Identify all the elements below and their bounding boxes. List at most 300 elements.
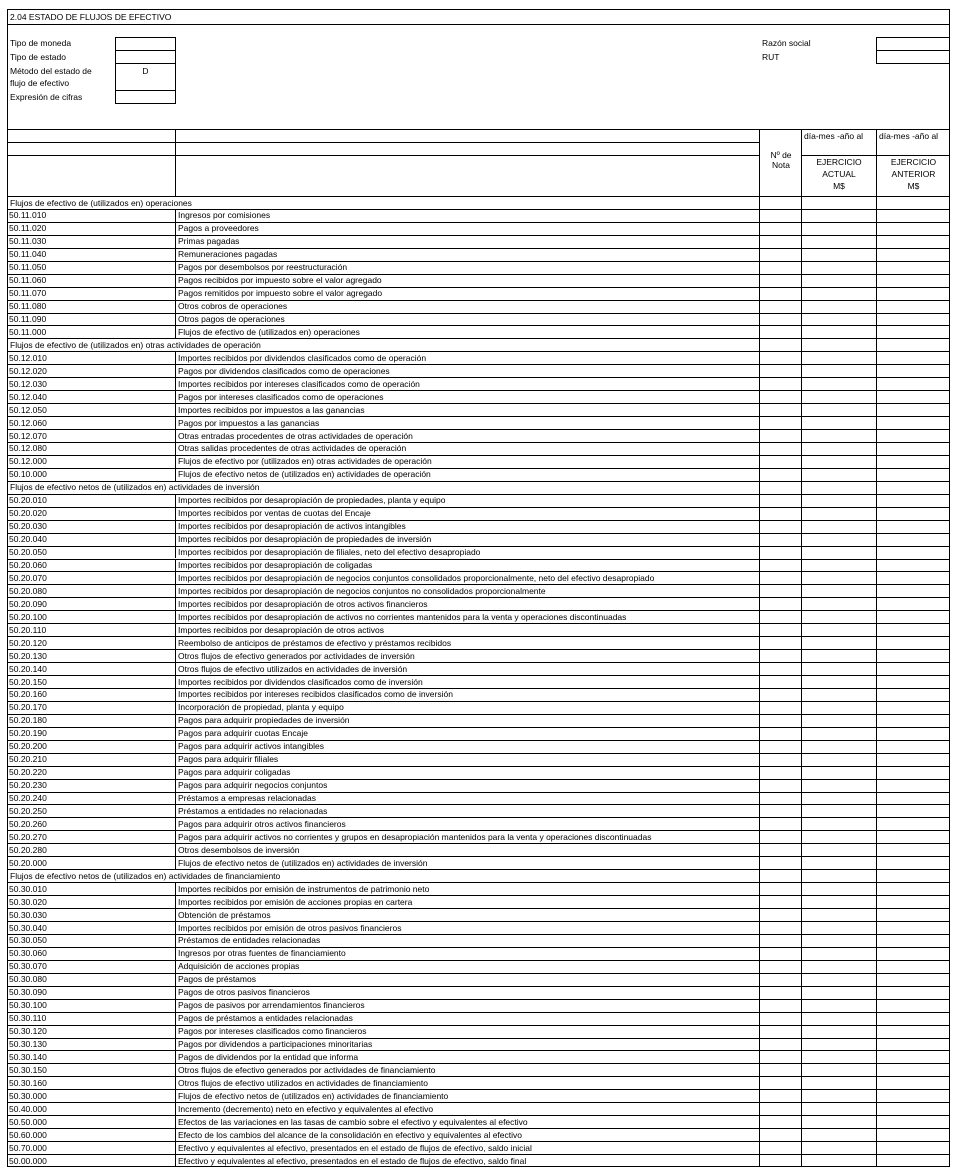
value-anterior[interactable] (877, 856, 950, 869)
value-actual[interactable] (802, 222, 876, 235)
value-anterior[interactable] (877, 740, 950, 753)
value-anterior[interactable] (877, 792, 950, 805)
value-actual[interactable] (802, 817, 876, 830)
value-actual[interactable] (802, 895, 876, 908)
value-actual[interactable] (802, 325, 876, 338)
nota-cell[interactable] (760, 1115, 801, 1128)
value-anterior[interactable] (877, 520, 950, 533)
value-anterior[interactable] (877, 1038, 950, 1051)
row-code: 50.20.270 (9, 831, 47, 842)
value-actual[interactable] (802, 403, 876, 416)
value-actual[interactable] (802, 507, 876, 520)
row-code: 50.70.000 (9, 1142, 47, 1153)
value-actual[interactable] (802, 623, 876, 636)
value-actual[interactable] (802, 1050, 876, 1063)
value-actual[interactable] (802, 597, 876, 610)
value-actual[interactable] (802, 934, 876, 947)
row-description: Importes recibidos por desapropiación de filiales, neto del efectivo desapropiado (178, 547, 481, 558)
row-description: Remuneraciones pagadas (178, 249, 278, 260)
value-anterior[interactable] (877, 973, 950, 986)
row-code: 50.50.000 (9, 1116, 47, 1127)
tipo-moneda-label: Tipo de moneda (10, 38, 72, 48)
row-separator (175, 649, 176, 662)
row-description: Pagos de otros pasivos financieros (178, 987, 310, 998)
row-code: 50.20.240 (9, 793, 47, 804)
value-anterior[interactable] (877, 416, 950, 429)
nota-cell[interactable] (760, 856, 801, 869)
nota-cell[interactable] (760, 792, 801, 805)
value-actual[interactable] (802, 274, 876, 287)
value-actual[interactable] (802, 1038, 876, 1051)
value-anterior[interactable] (877, 766, 950, 779)
row-code: 50.20.080 (9, 585, 47, 596)
anterior-header-1: EJERCICIO (890, 157, 937, 167)
nota-cell[interactable] (760, 908, 801, 921)
nota-cell[interactable] (760, 1012, 801, 1025)
nota-cell[interactable] (760, 261, 801, 274)
row-code: 50.20.070 (9, 572, 47, 583)
row-separator (175, 1128, 176, 1141)
nota-cell[interactable] (760, 675, 801, 688)
row-description: Importes recibidos por emisión de instrumentos de patrimonio neto (178, 883, 430, 894)
value-actual[interactable] (802, 999, 876, 1012)
value-anterior[interactable] (877, 222, 950, 235)
row-code: 50.30.050 (9, 935, 47, 946)
row-separator (175, 442, 176, 455)
value-anterior[interactable] (877, 662, 950, 675)
nota-cell[interactable] (760, 313, 801, 326)
value-actual[interactable] (802, 571, 876, 584)
value-actual[interactable] (802, 442, 876, 455)
nota-cell[interactable] (760, 895, 801, 908)
value-actual[interactable] (802, 740, 876, 753)
nota-cell[interactable] (760, 766, 801, 779)
row-code: 50.20.020 (9, 508, 47, 519)
row-separator (175, 856, 176, 869)
nota-cell[interactable] (760, 442, 801, 455)
value-actual[interactable] (802, 1102, 876, 1115)
value-anterior[interactable] (877, 999, 950, 1012)
value-actual[interactable] (802, 753, 876, 766)
nota-cell[interactable] (760, 1102, 801, 1115)
value-anterior[interactable] (877, 274, 950, 287)
row-code: 50.12.010 (9, 352, 47, 363)
nota-cell[interactable] (760, 584, 801, 597)
row-description: Pagos para adquirir filiales (178, 754, 279, 765)
nota-cell[interactable] (760, 701, 801, 714)
value-anterior[interactable] (877, 442, 950, 455)
nota-cell[interactable] (760, 377, 801, 390)
row-description: Pagos para adquirir propiedades de inversión (178, 715, 350, 726)
nota-cell[interactable] (760, 1154, 801, 1167)
value-actual[interactable] (802, 416, 876, 429)
row-separator (175, 248, 176, 261)
row-code: 50.20.220 (9, 767, 47, 778)
value-actual[interactable] (802, 455, 876, 468)
row-code: 50.30.080 (9, 974, 47, 985)
value-anterior[interactable] (877, 1089, 950, 1102)
value-anterior[interactable] (877, 597, 950, 610)
value-anterior[interactable] (877, 623, 950, 636)
nota-cell[interactable] (760, 546, 801, 559)
nota-cell[interactable] (760, 300, 801, 313)
row-separator (175, 636, 176, 649)
row-code: 50.20.150 (9, 676, 47, 687)
value-actual[interactable] (802, 559, 876, 572)
nota-cell[interactable] (760, 649, 801, 662)
value-anterior[interactable] (877, 390, 950, 403)
nota-cell[interactable] (760, 688, 801, 701)
value-actual[interactable] (802, 649, 876, 662)
row-description: Pagos de pasivos por arrendamientos financieros (178, 1000, 365, 1011)
nota-cell[interactable] (760, 804, 801, 817)
value-actual[interactable] (802, 843, 876, 856)
value-actual[interactable] (802, 1025, 876, 1038)
nota-cell[interactable] (760, 494, 801, 507)
nota-cell[interactable] (760, 468, 801, 481)
value-actual[interactable] (802, 947, 876, 960)
value-anterior[interactable] (877, 494, 950, 507)
value-anterior[interactable] (877, 235, 950, 248)
value-actual[interactable] (802, 714, 876, 727)
value-anterior[interactable] (877, 960, 950, 973)
value-actual[interactable] (802, 287, 876, 300)
nota-cell[interactable] (760, 364, 801, 377)
nota-cell[interactable] (760, 507, 801, 520)
value-anterior[interactable] (877, 636, 950, 649)
nota-cell[interactable] (760, 740, 801, 753)
value-actual[interactable] (802, 636, 876, 649)
nota-cell[interactable] (760, 571, 801, 584)
row-description: Pagos por impuestos a las ganancias (178, 417, 320, 428)
value-actual[interactable] (802, 1063, 876, 1076)
value-anterior[interactable] (877, 727, 950, 740)
expresion-field[interactable] (115, 90, 176, 104)
row-separator (175, 597, 176, 610)
row-description: Adquisición de acciones propias (178, 961, 300, 972)
row-description: Obtención de préstamos (178, 909, 271, 920)
value-anterior[interactable] (877, 1141, 950, 1154)
nota-cell[interactable] (760, 403, 801, 416)
value-actual[interactable] (802, 209, 876, 222)
value-anterior[interactable] (877, 403, 950, 416)
value-anterior[interactable] (877, 1115, 950, 1128)
row-description: Pagos para adquirir negocios conjuntos (178, 780, 328, 791)
value-actual[interactable] (802, 261, 876, 274)
row-description: Importes recibidos por desapropiación de negocios conjuntos no consolidados proporcionalmente (178, 585, 546, 596)
row-description: Flujos de efectivo netos de (utilizados en) actividades de financiamiento (178, 1090, 449, 1101)
value-anterior[interactable] (877, 248, 950, 261)
row-description: Importes recibidos por emisión de acciones propias en cartera (178, 896, 413, 907)
value-anterior[interactable] (877, 610, 950, 623)
row-separator (175, 1025, 176, 1038)
row-separator (175, 287, 176, 300)
value-anterior[interactable] (877, 921, 950, 934)
nota-cell[interactable] (760, 934, 801, 947)
value-actual[interactable] (802, 364, 876, 377)
nota-cell[interactable] (760, 1076, 801, 1089)
value-actual[interactable] (802, 468, 876, 481)
row-description: Ingresos por comisiones (178, 210, 271, 221)
value-actual[interactable] (802, 986, 876, 999)
value-anterior[interactable] (877, 313, 950, 326)
row-code: 50.30.130 (9, 1039, 47, 1050)
row-separator (175, 1012, 176, 1025)
value-anterior[interactable] (877, 817, 950, 830)
value-actual[interactable] (802, 856, 876, 869)
row-description: Importes recibidos por dividendos clasificados como de inversión (178, 676, 423, 687)
value-anterior[interactable] (877, 1012, 950, 1025)
nota-cell[interactable] (760, 1063, 801, 1076)
nota-cell[interactable] (760, 973, 801, 986)
value-actual[interactable] (802, 1012, 876, 1025)
nota-cell[interactable] (760, 843, 801, 856)
nota-cell[interactable] (760, 222, 801, 235)
value-actual[interactable] (802, 675, 876, 688)
nota-cell[interactable] (760, 882, 801, 895)
row-code: 50.11.040 (9, 249, 47, 260)
nota-cell[interactable] (760, 610, 801, 623)
row-code: 50.00.000 (9, 1155, 47, 1166)
nota-cell[interactable] (760, 351, 801, 364)
row-code: 50.11.020 (9, 223, 47, 234)
value-actual[interactable] (802, 1141, 876, 1154)
value-actual[interactable] (802, 960, 876, 973)
nota-cell[interactable] (760, 714, 801, 727)
value-actual[interactable] (802, 830, 876, 843)
nota-cell[interactable] (760, 520, 801, 533)
value-actual[interactable] (802, 235, 876, 248)
value-actual[interactable] (802, 248, 876, 261)
value-anterior[interactable] (877, 986, 950, 999)
value-anterior[interactable] (877, 882, 950, 895)
row-description: Otros pagos de operaciones (178, 314, 285, 325)
row-separator (175, 364, 176, 377)
value-anterior[interactable] (877, 843, 950, 856)
value-anterior[interactable] (877, 287, 950, 300)
nota-cell[interactable] (760, 559, 801, 572)
value-anterior[interactable] (877, 507, 950, 520)
value-actual[interactable] (802, 727, 876, 740)
nota-cell[interactable] (760, 1050, 801, 1063)
value-anterior[interactable] (877, 804, 950, 817)
value-anterior[interactable] (877, 1154, 950, 1167)
value-anterior[interactable] (877, 1102, 950, 1115)
value-anterior[interactable] (877, 455, 950, 468)
row-code: 50.20.160 (9, 689, 47, 700)
value-actual[interactable] (802, 1115, 876, 1128)
value-anterior[interactable] (877, 649, 950, 662)
row-separator (175, 429, 176, 442)
tipo-moneda-field[interactable] (115, 37, 176, 51)
value-anterior[interactable] (877, 908, 950, 921)
value-anterior[interactable] (877, 830, 950, 843)
razon-social-field[interactable] (876, 37, 950, 51)
row-separator (175, 675, 176, 688)
row-separator (175, 753, 176, 766)
nota-cell[interactable] (760, 999, 801, 1012)
row-description: Importes recibidos por desapropiación de activos no corrientes mantenidos para la venta y operaciones discontinuadas (178, 611, 627, 622)
row-description: Importes recibidos por desapropiación de activos intangibles (178, 521, 406, 532)
value-anterior[interactable] (877, 1025, 950, 1038)
col-line-desc (175, 129, 176, 196)
value-actual[interactable] (802, 1076, 876, 1089)
value-actual[interactable] (802, 429, 876, 442)
value-actual[interactable] (802, 1089, 876, 1102)
value-anterior[interactable] (877, 753, 950, 766)
nota-cell[interactable] (760, 325, 801, 338)
nota-cell[interactable] (760, 235, 801, 248)
nota-cell[interactable] (760, 727, 801, 740)
row-description: Importes recibidos por desapropiación de propiedades de inversión (178, 534, 432, 545)
value-actual[interactable] (802, 662, 876, 675)
row-separator (175, 300, 176, 313)
value-anterior[interactable] (877, 571, 950, 584)
row-code: 50.20.140 (9, 663, 47, 674)
value-actual[interactable] (802, 520, 876, 533)
nota-cell[interactable] (760, 779, 801, 792)
value-anterior[interactable] (877, 584, 950, 597)
row-description: Efectivo y equivalentes al efectivo, presentados en el estado de flujos de efectivo, saldo final (178, 1155, 527, 1166)
nota-cell[interactable] (760, 209, 801, 222)
nota-cell[interactable] (760, 597, 801, 610)
value-anterior[interactable] (877, 688, 950, 701)
value-actual[interactable] (802, 584, 876, 597)
nota-cell[interactable] (760, 662, 801, 675)
row-code: 50.20.090 (9, 598, 47, 609)
value-anterior[interactable] (877, 377, 950, 390)
row-code: 50.20.110 (9, 624, 47, 635)
value-anterior[interactable] (877, 1076, 950, 1089)
value-actual[interactable] (802, 494, 876, 507)
row-separator (175, 934, 176, 947)
value-actual[interactable] (802, 610, 876, 623)
value-actual[interactable] (802, 1128, 876, 1141)
nota-cell[interactable] (760, 947, 801, 960)
row-code: 50.30.000 (9, 1090, 47, 1101)
tipo-estado-field[interactable] (115, 50, 176, 64)
value-actual[interactable] (802, 688, 876, 701)
section-header: Flujos de efectivo de (utilizados en) otras actividades de operación (10, 339, 261, 350)
row-code: 50.30.090 (9, 987, 47, 998)
nota-cell[interactable] (760, 636, 801, 649)
value-anterior[interactable] (877, 675, 950, 688)
row-description: Préstamos a empresas relacionadas (178, 793, 316, 804)
nota-cell[interactable] (760, 533, 801, 546)
value-anterior[interactable] (877, 779, 950, 792)
row-separator (175, 261, 176, 274)
nota-cell[interactable] (760, 960, 801, 973)
nota-cell[interactable] (760, 455, 801, 468)
rut-field[interactable] (876, 50, 950, 64)
row-separator (175, 1102, 176, 1115)
value-actual[interactable] (802, 351, 876, 364)
nota-cell[interactable] (760, 287, 801, 300)
value-anterior[interactable] (877, 351, 950, 364)
value-anterior[interactable] (877, 546, 950, 559)
value-actual[interactable] (802, 546, 876, 559)
value-actual[interactable] (802, 882, 876, 895)
value-actual[interactable] (802, 921, 876, 934)
row-code: 50.11.000 (9, 326, 47, 337)
actual-header-2: ACTUAL (822, 169, 856, 179)
value-anterior[interactable] (877, 209, 950, 222)
value-actual[interactable] (802, 701, 876, 714)
value-actual[interactable] (802, 973, 876, 986)
value-actual[interactable] (802, 1154, 876, 1167)
row-code: 50.12.080 (9, 443, 47, 454)
value-anterior[interactable] (877, 468, 950, 481)
nota-cell[interactable] (760, 753, 801, 766)
value-anterior[interactable] (877, 364, 950, 377)
value-anterior[interactable] (877, 559, 950, 572)
row-code: 50.20.230 (9, 780, 47, 791)
nota-cell[interactable] (760, 986, 801, 999)
row-code: 50.20.060 (9, 560, 47, 570)
nota-cell[interactable] (760, 1089, 801, 1102)
value-actual[interactable] (802, 533, 876, 546)
value-actual[interactable] (802, 390, 876, 403)
value-anterior[interactable] (877, 947, 950, 960)
value-actual[interactable] (802, 792, 876, 805)
row-description: Pagos recibidos por impuesto sobre el valor agregado (178, 275, 382, 286)
value-anterior[interactable] (877, 895, 950, 908)
row-code: 50.20.250 (9, 805, 47, 816)
value-anterior[interactable] (877, 701, 950, 714)
value-anterior[interactable] (877, 1063, 950, 1076)
value-actual[interactable] (802, 779, 876, 792)
metodo-field[interactable]: D (115, 63, 176, 91)
row-separator (175, 403, 176, 416)
value-anterior[interactable] (877, 325, 950, 338)
value-anterior[interactable] (877, 714, 950, 727)
value-actual[interactable] (802, 908, 876, 921)
value-anterior[interactable] (877, 261, 950, 274)
row-code: 50.20.100 (9, 611, 47, 622)
nota-cell[interactable] (760, 390, 801, 403)
nota-cell[interactable] (760, 1128, 801, 1141)
row-description: Otras salidas procedentes de otras actividades de operación (178, 443, 407, 454)
row-code: 50.20.200 (9, 741, 47, 752)
value-anterior[interactable] (877, 934, 950, 947)
value-anterior[interactable] (877, 1050, 950, 1063)
nota-cell[interactable] (760, 830, 801, 843)
value-actual[interactable] (802, 313, 876, 326)
value-actual[interactable] (802, 377, 876, 390)
row-description: Importes recibidos por intereses recibidos clasificados como de inversión (178, 689, 453, 700)
value-actual[interactable] (802, 804, 876, 817)
value-anterior[interactable] (877, 300, 950, 313)
nota-cell[interactable] (760, 416, 801, 429)
value-anterior[interactable] (877, 429, 950, 442)
row-separator (175, 351, 176, 364)
nota-cell[interactable] (760, 623, 801, 636)
nota-cell[interactable] (760, 1038, 801, 1051)
value-anterior[interactable] (877, 533, 950, 546)
row-separator (175, 688, 176, 701)
row-code: 50.11.070 (9, 288, 47, 299)
nota-cell[interactable] (760, 274, 801, 287)
nota-cell[interactable] (760, 817, 801, 830)
nota-cell[interactable] (760, 1141, 801, 1154)
value-anterior[interactable] (877, 1128, 950, 1141)
nota-cell[interactable] (760, 1025, 801, 1038)
value-actual[interactable] (802, 766, 876, 779)
nota-cell[interactable] (760, 921, 801, 934)
value-actual[interactable] (802, 300, 876, 313)
nota-cell[interactable] (760, 429, 801, 442)
nota-cell[interactable] (760, 248, 801, 261)
